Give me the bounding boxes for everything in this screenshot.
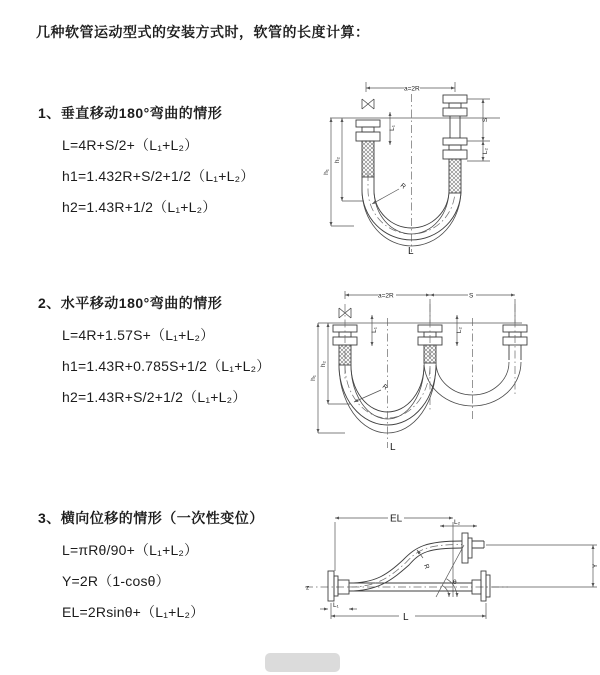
left-flange [328, 571, 349, 601]
h1-label: h₁ [310, 375, 317, 381]
radius-label: R [380, 383, 389, 392]
diagram-lateral-displacement [303, 505, 600, 660]
pipe-stub [472, 541, 484, 548]
s-curve-hose [349, 541, 462, 591]
formula-L: L=4R+S/2+（L₁+L₂） [62, 137, 199, 153]
dim-y [486, 545, 599, 587]
section-1-heading: 1、垂直移动180°弯曲的情形 [38, 105, 223, 121]
l1-label: L₁ [333, 602, 339, 609]
dim-l1 [320, 602, 357, 609]
theta-label: θ [453, 579, 457, 586]
el-label: EL [390, 513, 403, 525]
radius-label: R [398, 182, 407, 191]
dim-h [323, 118, 364, 226]
dim-s-l2 [467, 99, 490, 161]
valve-icon [362, 99, 374, 109]
flange-plate [356, 132, 380, 141]
l2-label: L₂ [454, 519, 461, 526]
l1-label: L₁ [389, 125, 396, 131]
h2-label: h₂ [320, 360, 327, 368]
braided-hose [449, 159, 461, 193]
s-label: S [469, 292, 474, 300]
section-3-formulas [62, 535, 264, 628]
flange-neck [449, 145, 461, 150]
section-1-formulas [62, 130, 254, 223]
centerlines [345, 304, 515, 448]
flange-neck [362, 127, 374, 132]
y-label: Y [592, 563, 599, 569]
formula-h1: h1=1.432R+S/2+1/2（L₁+L₂） [62, 168, 255, 184]
footer-watermark [265, 653, 340, 672]
section-2-formulas [62, 320, 270, 413]
flange-neck [449, 103, 461, 108]
diagram-vertical-u-bend [308, 68, 593, 260]
formula-h2: h2=1.43R+1/2（L₁+L₂） [62, 199, 217, 215]
diagram-1-svg [308, 68, 593, 260]
dim-l2 [440, 519, 477, 526]
flange-plate [481, 571, 486, 601]
l1-label: L₁ [371, 327, 378, 333]
flange-plate [468, 538, 472, 558]
lower-right-flange [472, 571, 490, 601]
flange-plate [443, 150, 467, 159]
section-3 [38, 508, 264, 628]
dim-ext-lines [486, 545, 597, 587]
flange-plate [443, 95, 467, 103]
span-label: a=2R [378, 292, 394, 300]
formula-Y: Y=2R（1-cosθ） [62, 573, 170, 589]
pipe-walls [450, 116, 460, 138]
page-title: 几种软管运动型式的安装方式时，软管的长度计算： [36, 24, 370, 40]
dim-l1-l2 [371, 315, 463, 346]
left-pipe [356, 120, 380, 177]
dim-l1 [389, 112, 396, 145]
flange-plate [356, 120, 380, 127]
length-label: L [390, 442, 396, 453]
radius-line [436, 545, 464, 597]
radius-callout [372, 182, 407, 204]
h1-label: h₁ [323, 169, 330, 175]
formula-h1: h1=1.43R+0.785S+1/2（L₁+L₂） [62, 358, 271, 374]
diagram-horizontal-u-bend [308, 280, 600, 460]
hose-wall-upper [349, 541, 462, 583]
formula-L: L=4R+1.57S+（L₁+L₂） [62, 327, 215, 343]
length-label: L [403, 612, 409, 623]
right-pipe [443, 95, 467, 193]
flange-plate [443, 108, 467, 116]
h2-label: h₂ [334, 156, 341, 164]
section-3-heading: 3、横向位移的情形（一次性变位） [38, 510, 264, 526]
s-label: S [482, 117, 489, 123]
break-mark: z [306, 584, 310, 592]
section-1 [38, 103, 254, 223]
diagram-3-svg [303, 505, 600, 660]
braided-hose [362, 141, 374, 177]
section-2-heading: 2、水平移动180°弯曲的情形 [38, 295, 223, 311]
formula-L: L=πRθ/90+（L₁+L₂） [62, 542, 199, 558]
upper-right-flange [462, 533, 484, 563]
dim-length [331, 603, 486, 623]
formula-h2: h2=1.43R+S/2+1/2（L₁+L₂） [62, 389, 247, 405]
flange-plate [328, 571, 334, 601]
radius-label: R [422, 563, 431, 571]
flange-plate [462, 533, 468, 563]
flange-plate [334, 576, 338, 596]
dim-ext-lines [335, 522, 453, 597]
leader-line [354, 390, 381, 402]
flange-plate [443, 138, 467, 145]
dim-span [366, 82, 455, 93]
leader-line [372, 189, 399, 204]
section-2 [38, 293, 270, 413]
diagram-2-svg [308, 280, 600, 460]
length-label: L [408, 246, 414, 257]
formula-EL: EL=2Rsinθ+（L₁+L₂） [62, 604, 205, 620]
l2-label: L₂ [482, 147, 489, 155]
l2-label: L₂ [456, 326, 463, 334]
dim-el [335, 514, 453, 598]
flange-plate [486, 575, 490, 597]
hose-wall-lower [349, 548, 462, 591]
span-label: a=2R [404, 85, 420, 93]
